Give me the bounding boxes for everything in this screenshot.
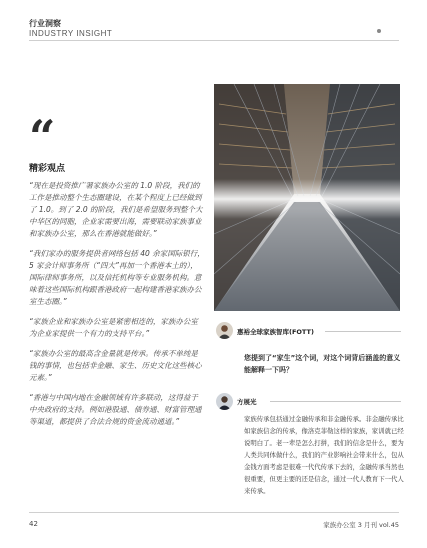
section-title: 精彩观点: [29, 164, 66, 174]
quote-item: “家族办公室的最高含金量就是传承。传承不单纯是钱的事情，也包括非金融、家生、历史文化这些核心元素。”: [29, 349, 202, 382]
header-section-en: INDUSTRY INSIGHT: [29, 29, 113, 38]
quote-item: “我们家办的服务提供者网络包括 40 余家国际银行，5 家会计师事务所（“四大”再加一个香港本土的），国际律师事务所，以及信托机构等专业服务机构。意味着这些国际机构跟香港政府一起构建香港家族办公室生态圈。”: [29, 249, 205, 306]
building-photo: [214, 84, 400, 311]
header-divider: [29, 40, 399, 41]
quote-mark-icon: “: [29, 110, 56, 164]
interviewer-divider: [325, 331, 401, 332]
respondent-avatar: [216, 393, 233, 410]
quotes-column: [29, 180, 205, 436]
respondent-divider: [270, 401, 401, 402]
page-number: 42: [29, 520, 38, 528]
quote-item: “家族企业和家族办公室是紧密相连的，家族办公室为企业家提供一个有力的支持平台。”: [29, 317, 198, 338]
footer-divider: [29, 512, 399, 513]
respondent-label: 方展光: [237, 398, 257, 406]
interviewer-avatar: [216, 322, 233, 339]
interview-answer: 家族传承包括通过金融传承和非金融传承。非金融传承比如家族信念的传承，像洛克菲勒这样的家族，家训就已经说明白了。老一辈是怎么打拼，我们的信念是什么，要为人类共同体做什么，我们的产业影响社会带来什么，包从金钱方面考虑是很难一代代传承下去的，金融传承当然也很重要，但更主要的还是信念，通过一代人教育下一代人来传承。: [244, 415, 404, 495]
interviewer-label: 惠裕全球家族智库(FOTT): [237, 328, 314, 336]
quote-item: “现在是投资推广署家族办公室的 1.0 阶段，我们的工作是推动整个生态圈建设，在某个程度上已经做到了 1.0。到了 2.0 的阶段，我们是希望服务到整个大中华区的同胞，企业家需要出海，需要联动家族事业和家族办公室，那么在香港就能做好。”: [29, 181, 203, 238]
magazine-name: 家族办公室 3 月刊 vol.45: [323, 521, 399, 529]
interview-question: 您提到了“家生”这个词，对这个词背后涵盖的意义能解释一下吗？: [244, 354, 401, 374]
quote-item: “香港与中国内地在金融领域有许多联动，这得益于中央政府的支持。例如港股通、债券通、财富管理通等渠道，都提供了合法合规的资金流动通道。”: [29, 393, 202, 426]
header-dot-icon: [377, 29, 381, 33]
header-section-cn: 行业洞察: [29, 19, 61, 28]
